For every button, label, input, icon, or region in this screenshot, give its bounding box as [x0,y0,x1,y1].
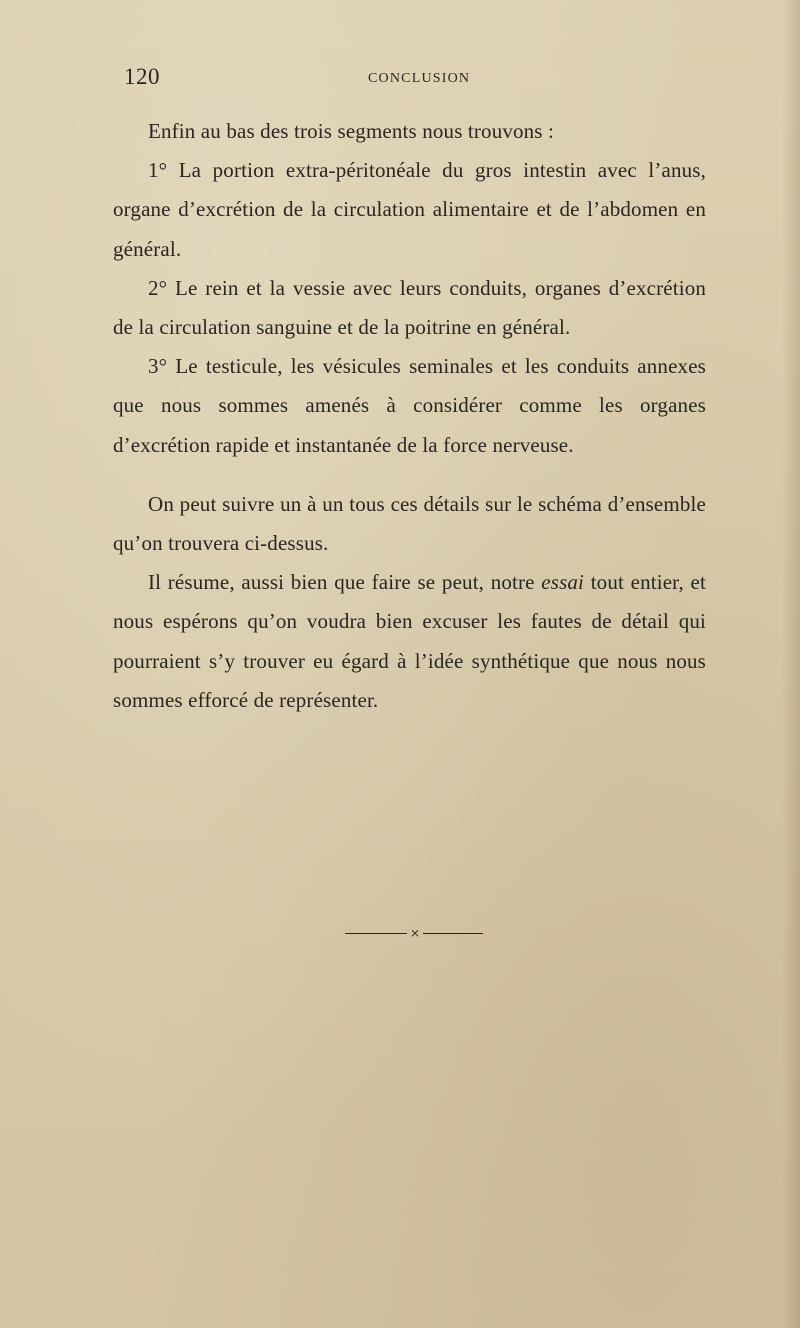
paragraph-item-3: 3° Le testicule, les vésicules seminales et les conduits annexes que nous sommes amenés à considérer comme les organes d’excrétion rapide et instantanée de la force nerveuse. [113,354,706,457]
running-head: CONCLUSION [368,71,471,86]
ornament-knot-icon: ⨯ [409,926,421,940]
body-text [113,112,706,720]
closing-text-emphasis: essai [541,570,585,595]
closing-text-before: Il résume, aussi bien que faire se peut, notre [148,570,542,595]
paragraph-closing [113,563,706,720]
paragraph-schema: On peut suivre un à un tous ces détails sur le schéma d’ensemble qu’on trouvera ci-dessus. [113,491,706,556]
page-header [124,64,706,94]
ornament-rule-right [423,933,483,934]
end-ornament [345,926,483,940]
paragraph-item-2: 2° Le rein et la vessie avec leurs conduits, organes d’excrétion de la circulation sanguine et de la poitrine en général. [113,275,706,340]
ornament-rule-left [345,933,407,934]
page-edge-shadow [782,0,800,1328]
paragraph-intro: Enfin au bas des trois segments nous trouvons : [148,119,555,143]
page-number: 120 [124,64,160,89]
closing-text-after: tout entier, et nous espérons qu’on voudra bien excuser les fautes de détail qui pourraient s’y trouver eu égard à l’idée synthétique que nous nous sommes efforcé de représenter. [113,570,706,712]
paragraph-item-1: 1° La portion extra-péritonéale du gros intestin avec l’anus, organe d’excrétion de la circulation alimentaire et de l’abdomen en général. [113,158,706,261]
